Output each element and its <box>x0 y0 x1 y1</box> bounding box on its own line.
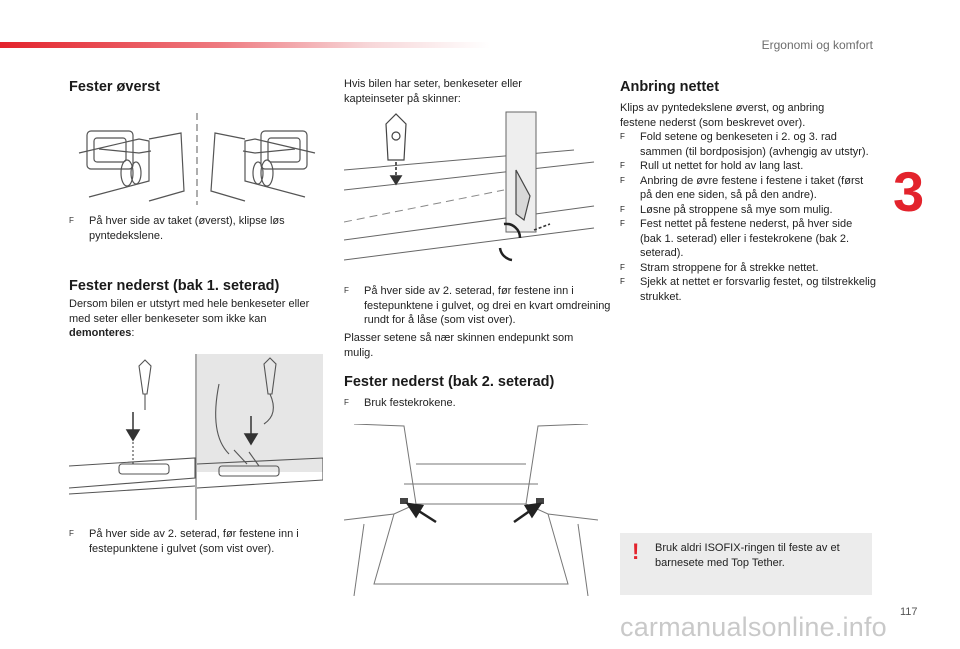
list-item <box>620 159 876 174</box>
heading-fester-overst: Fester øverst <box>69 79 161 95</box>
bullet-marker: F <box>620 262 625 272</box>
step-text: Løsne på stroppene så mye som mulig. <box>640 203 833 216</box>
step-text: Sjekk at nettet er forsvarlig festet, og tilstrekkelig strukket. <box>640 276 876 303</box>
paragraph-net-intro: Klips av pyntedekslene øverst, og anbring festene nederst (som beskrevet over). <box>620 102 825 129</box>
warning-icon: ! <box>632 539 640 564</box>
section-title: Ergonomi og komfort <box>761 38 873 52</box>
list-item <box>620 174 876 203</box>
figure-rail-anchors <box>344 110 596 282</box>
list-item <box>620 203 876 218</box>
bullet-marker: F <box>620 277 625 286</box>
list-item <box>620 217 876 261</box>
bullet-marker: F <box>620 175 625 185</box>
bullet-roof-clips <box>69 214 329 243</box>
bullet-marker: F <box>69 529 74 538</box>
paragraph-text: Dersom bilen er utstyrt med hele benkeseter eller med seter eller benkeseter som ikke kan <box>69 298 310 325</box>
bullet-text: Bruk festekrokene. <box>364 397 456 409</box>
heading-fester-nederst-2: Fester nederst (bak 2. seterad) <box>344 374 555 390</box>
paragraph-emphasis: demonteres <box>69 327 132 339</box>
figure-cargo-floor <box>344 424 598 596</box>
bullet-text: På hver side av 2. seterad, før festene inn i festepunktene i gulvet, og drei en kvart omdreining rundt for å låse (som vist over). <box>364 285 611 326</box>
bullet-marker: F <box>344 398 349 407</box>
heading-anbring-nettet: Anbring nettet <box>620 79 720 95</box>
heading-fester-nederst-1: Fester nederst (bak 1. seterad) <box>69 278 280 294</box>
bullet-text: På hver side av taket (øverst), klipse løs pyntedekslene. <box>89 215 285 242</box>
bullet-marker: F <box>620 219 625 228</box>
step-text: Fold setene og benkeseten i 2. og 3. rad sammen (til bordposisjon) (avhengig av utstyr). <box>640 131 869 158</box>
watermark: carmanualsonline.info <box>620 612 887 642</box>
header-accent-bar <box>0 42 490 48</box>
bullet-marker: F <box>620 132 625 141</box>
figure-roof-anchors <box>69 111 325 207</box>
paragraph-rails-intro: Hvis bilen har seter, benkeseter eller kapteinseter på skinner: <box>344 78 522 105</box>
net-steps-list <box>620 130 876 304</box>
paragraph-seat-position: Plasser setene så nær skinnen endepunkt som mulig. <box>344 332 574 359</box>
step-text: Stram stroppene for å strekke nettet. <box>640 261 819 274</box>
bullet-row2-hooks <box>69 527 345 556</box>
bullet-hooks <box>344 396 604 411</box>
bullet-marker: F <box>69 216 74 225</box>
warning-text: Bruk aldri ISOFIX-ringen til feste av et barnesete med Top Tether. <box>655 542 840 569</box>
step-text: Fest nettet på festene nederst, på hver side (bak 1. seterad) eller i festekrokene (bak 2. seterad). <box>640 218 853 259</box>
list-item <box>620 130 876 159</box>
step-text: Rull ut nettet for hold av lang last. <box>640 160 804 172</box>
list-item <box>620 275 876 304</box>
bullet-turn-lock <box>344 284 616 328</box>
paragraph-bench-seats <box>69 297 319 341</box>
page-number: 117 <box>900 606 918 618</box>
figure-floor-anchors-row1 <box>69 354 323 520</box>
bullet-marker: F <box>344 286 349 295</box>
bullet-marker: F <box>620 204 625 214</box>
paragraph-colon: : <box>131 327 135 339</box>
bullet-text: På hver side av 2. seterad, før festene inn i festepunktene i gulvet (som vist over). <box>89 528 299 555</box>
step-text: Anbring de øvre festene i festene i taket (først på den ene siden, så på den andre). <box>640 174 864 201</box>
bullet-marker: F <box>620 161 625 170</box>
warning-box <box>620 533 872 595</box>
chapter-number: 3 <box>893 160 925 223</box>
list-item <box>620 261 876 276</box>
